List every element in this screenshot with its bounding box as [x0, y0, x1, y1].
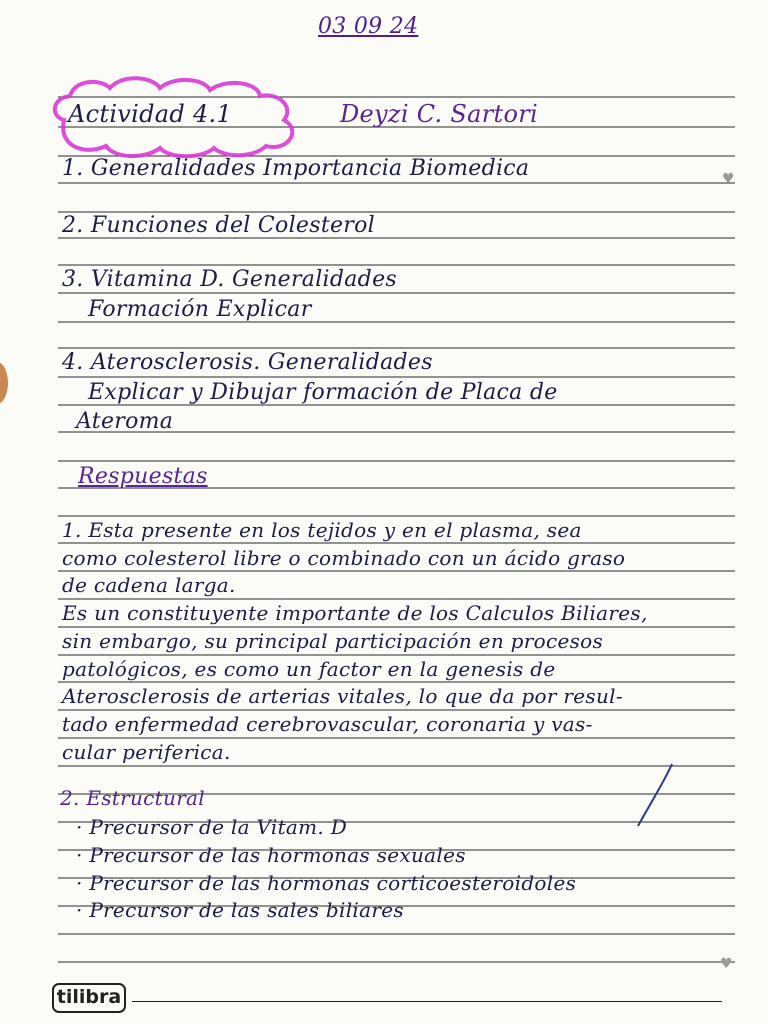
task-4: 4. Aterosclerosis. Generalidades: [62, 350, 433, 375]
heart-icon: ♥: [722, 171, 735, 187]
answers-heading: Respuestas: [78, 464, 208, 489]
answer-1-line: Es un constituyente importante de los Calculos Biliares,: [62, 601, 648, 625]
brand-logo: tilibra: [52, 983, 126, 1013]
answer-2-item: · Precursor de las hormonas corticoesteroidoles: [76, 871, 577, 895]
answer-1-line: de cadena larga.: [62, 573, 236, 597]
task-3: 3. Vitamina D. Generalidades: [62, 267, 397, 292]
answer-1-line: 1. Esta presente en los tejidos y en el plasma, sea: [62, 518, 582, 542]
answer-1-line: sin embargo, su principal participación en procesos: [62, 629, 604, 653]
task-4-line3: Ateroma: [76, 409, 174, 434]
heart-icon: ♥: [720, 956, 733, 972]
pen-stroke: [620, 760, 680, 830]
answer-2-item: · Precursor de la Vitam. D: [76, 815, 348, 839]
activity-title: Actividad 4.1: [68, 100, 233, 128]
task-2: 2. Funciones del Colesterol: [62, 213, 375, 238]
answer-1-line: patológicos, es como un factor en la genesis de: [62, 657, 556, 681]
task-4-line2: Explicar y Dibujar formación de Placa de: [88, 380, 558, 405]
student-name: Deyzi C. Sartori: [340, 100, 538, 128]
answer-1-line: cular periferica.: [62, 740, 231, 764]
answer-1-line: tado enfermedad cerebrovascular, coronaria y vas-: [62, 712, 593, 736]
answer-1-line: como colesterol libre o combinado con un ácido graso: [62, 546, 626, 570]
date-heading: 03 09 24: [318, 14, 419, 39]
answer-2-heading: 2. Estructural: [60, 786, 205, 810]
answer-2-item: · Precursor de las sales biliares: [76, 898, 404, 922]
answer-2-item: · Precursor de las hormonas sexuales: [76, 843, 466, 867]
footer-line: [132, 1001, 722, 1002]
answer-1-line: Aterosclerosis de arterias vitales, lo que da por resul-: [62, 684, 623, 708]
task-3-line2: Formación Explicar: [88, 297, 312, 322]
task-1: 1. Generalidades Importancia Biomedica: [62, 156, 530, 181]
